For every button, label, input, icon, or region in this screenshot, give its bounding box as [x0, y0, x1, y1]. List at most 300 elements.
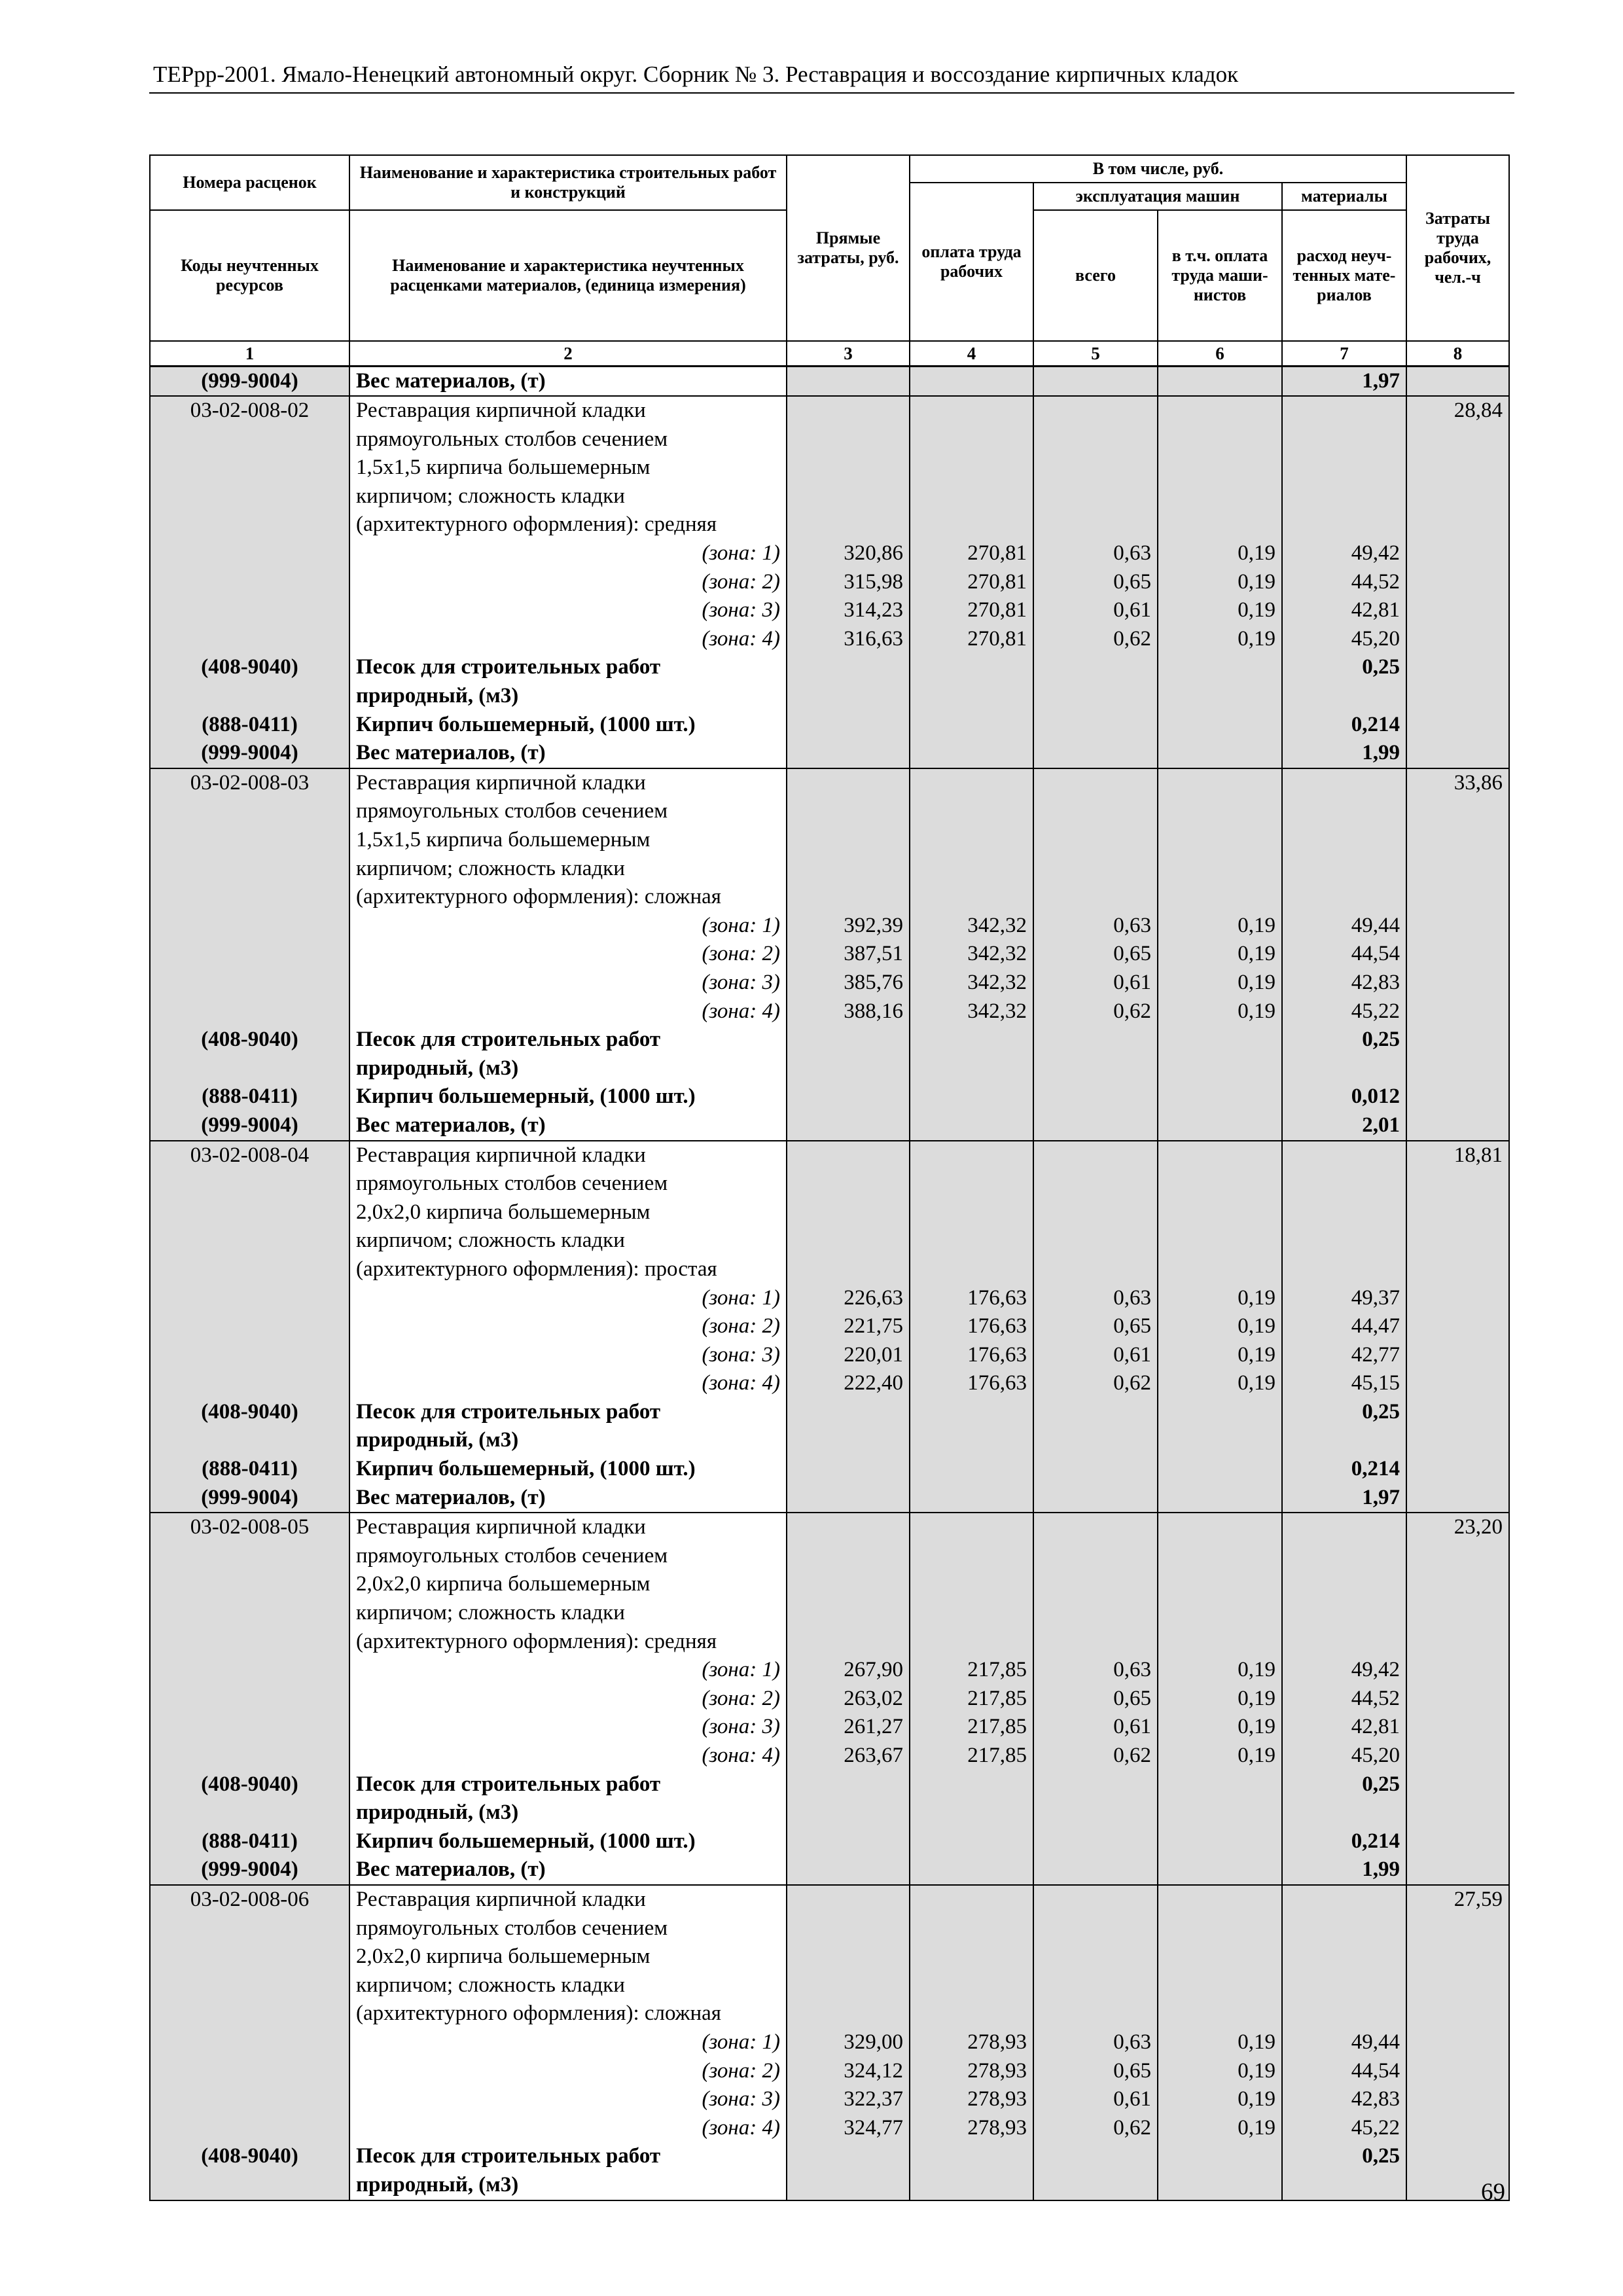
materials-cell: 49,44: [1282, 912, 1406, 941]
labor-cost-cell: [1406, 1599, 1509, 1628]
machinist-pay-cell: [1158, 425, 1282, 454]
machines-total-cell: 0,63: [1033, 1656, 1158, 1685]
labor-pay-cell: 278,93: [910, 2114, 1033, 2143]
machines-total-cell: [1033, 1799, 1158, 1827]
direct-costs-cell: [787, 1513, 910, 1542]
labor-pay-cell: 342,32: [910, 912, 1033, 941]
materials-cell: 0,214: [1282, 1827, 1406, 1856]
machines-total-cell: 0,63: [1033, 1284, 1158, 1313]
table-row: [150, 2028, 1509, 2057]
direct-costs-cell: [787, 711, 910, 740]
direct-costs-cell: [787, 511, 910, 539]
materials-cell: [1282, 482, 1406, 511]
table-row: [150, 625, 1509, 654]
rate-code-cell: [150, 1255, 349, 1284]
rate-code-cell: (999-9004): [150, 366, 349, 396]
labor-pay-cell: [910, 1513, 1033, 1542]
description-cell: природный, (м3): [349, 1426, 787, 1455]
materials-header: материалы: [1282, 183, 1406, 210]
direct-costs-cell: [787, 454, 910, 482]
labor-cost-cell: [1406, 1713, 1509, 1742]
machines-total-cell: [1033, 2171, 1158, 2200]
description-cell: Реставрация кирпичной кладки: [349, 1885, 787, 1914]
machinist-pay-cell: [1158, 883, 1282, 912]
machinist-pay-cell: 0,19: [1158, 940, 1282, 969]
table-row: [150, 797, 1509, 826]
machinist-pay-cell: [1158, 1827, 1282, 1856]
machinist-pay-cell: 0,19: [1158, 568, 1282, 597]
rate-code-cell: (999-9004): [150, 1111, 349, 1141]
labor-cost-cell: [1406, 940, 1509, 969]
materials-cell: [1282, 454, 1406, 482]
direct-costs-cell: [787, 1799, 910, 1827]
machines-total-cell: 0,62: [1033, 2114, 1158, 2143]
rate-code-cell: [150, 969, 349, 997]
description-cell: (зона: 1): [349, 912, 787, 941]
labor-cost-cell: [1406, 1255, 1509, 1284]
labor-pay-cell: 342,32: [910, 997, 1033, 1026]
direct-costs-cell: 324,12: [787, 2057, 910, 2086]
direct-costs-cell: 329,00: [787, 2028, 910, 2057]
rate-code-cell: [150, 1312, 349, 1341]
materials-cell: 44,54: [1282, 940, 1406, 969]
direct-costs-cell: [787, 1971, 910, 2000]
labor-pay-cell: 278,93: [910, 2057, 1033, 2086]
labor-cost-cell: [1406, 1083, 1509, 1111]
labor-pay-cell: [910, 1542, 1033, 1571]
materials-cell: 0,25: [1282, 653, 1406, 682]
materials-cell: 0,012: [1282, 1083, 1406, 1111]
direct-costs-cell: [787, 1054, 910, 1083]
materials-cell: 42,81: [1282, 1713, 1406, 1742]
rate-code-cell: [150, 855, 349, 884]
labor-cost-cell: [1406, 711, 1509, 740]
labor-pay-cell: 176,63: [910, 1341, 1033, 1370]
machines-total-cell: [1033, 1885, 1158, 1914]
machines-total-cell: [1033, 1026, 1158, 1054]
labor-cost-cell: [1406, 1227, 1509, 1255]
description-cell: (зона: 3): [349, 596, 787, 625]
direct-costs-cell: 261,27: [787, 1713, 910, 1742]
rates-table: [149, 154, 1510, 2201]
machinist-pay-cell: [1158, 1542, 1282, 1571]
labor-pay-cell: [910, 1484, 1033, 1513]
labor-pay-cell: [910, 682, 1033, 711]
labor-cost-cell: [1406, 2000, 1509, 2028]
labor-pay-cell: 217,85: [910, 1713, 1033, 1742]
labor-pay-cell: 342,32: [910, 940, 1033, 969]
direct-costs-cell: 322,37: [787, 2085, 910, 2114]
machines-total-cell: 0,62: [1033, 1369, 1158, 1398]
machinist-pay-cell: [1158, 739, 1282, 768]
direct-costs-cell: [787, 425, 910, 454]
materials-cell: [1282, 1885, 1406, 1914]
table-row: [150, 1083, 1509, 1111]
labor-cost-cell: [1406, 1369, 1509, 1398]
machines-total-cell: 0,61: [1033, 969, 1158, 997]
description-cell: Песок для строительных работ: [349, 1770, 787, 1799]
description-cell: природный, (м3): [349, 682, 787, 711]
table-row: [150, 1943, 1509, 1971]
rate-code-cell: (408-9040): [150, 1398, 349, 1427]
description-cell: Вес материалов, (т): [349, 739, 787, 768]
labor-cost-cell: [1406, 2085, 1509, 2114]
labor-pay-cell: [910, 1083, 1033, 1111]
labor-pay-cell: 217,85: [910, 1656, 1033, 1685]
machines-total-header: всего: [1033, 210, 1158, 341]
labor-pay-cell: [910, 1856, 1033, 1885]
description-cell: (зона: 1): [349, 539, 787, 568]
rate-code-cell: [150, 883, 349, 912]
labor-pay-cell: 278,93: [910, 2028, 1033, 2057]
table-row: [150, 568, 1509, 597]
materials-cell: [1282, 425, 1406, 454]
labor-pay-cell: [910, 2142, 1033, 2171]
materials-cell: 42,83: [1282, 2085, 1406, 2114]
machines-total-cell: 0,62: [1033, 625, 1158, 654]
labor-pay-cell: 342,32: [910, 969, 1033, 997]
description-cell: (зона: 3): [349, 969, 787, 997]
machines-total-cell: [1033, 482, 1158, 511]
materials-cell: 1,97: [1282, 1484, 1406, 1513]
rate-code-cell: (408-9040): [150, 653, 349, 682]
machinist-pay-cell: 0,19: [1158, 969, 1282, 997]
col-number: 4: [910, 341, 1033, 366]
direct-costs-cell: 226,63: [787, 1284, 910, 1313]
direct-costs-cell: 267,90: [787, 1656, 910, 1685]
materials-cell: [1282, 2171, 1406, 2200]
direct-costs-cell: [787, 682, 910, 711]
description-cell: Реставрация кирпичной кладки: [349, 1513, 787, 1542]
description-cell: (зона: 4): [349, 1742, 787, 1770]
machinist-pay-cell: [1158, 1914, 1282, 1943]
direct-costs-cell: [787, 366, 910, 396]
machines-total-cell: [1033, 1827, 1158, 1856]
labor-cost-cell: [1406, 2114, 1509, 2143]
rate-code-cell: [150, 596, 349, 625]
description-cell: (архитектурного оформления): сложная: [349, 883, 787, 912]
machines-total-cell: 0,62: [1033, 1742, 1158, 1770]
table-row: [150, 855, 1509, 884]
materials-cell: [1282, 1054, 1406, 1083]
machines-total-cell: 0,65: [1033, 940, 1158, 969]
table-row: [150, 940, 1509, 969]
direct-costs-cell: [787, 1484, 910, 1513]
table-row: [150, 1599, 1509, 1628]
description-cell: Кирпич большемерный, (1000 шт.): [349, 711, 787, 740]
rate-code-cell: [150, 1341, 349, 1370]
direct-costs-cell: 392,39: [787, 912, 910, 941]
col-number: 1: [150, 341, 349, 366]
table-row: [150, 482, 1509, 511]
col-number: 7: [1282, 341, 1406, 366]
machines-total-cell: [1033, 454, 1158, 482]
rate-code-cell: (888-0411): [150, 1083, 349, 1111]
table-row: [150, 1827, 1509, 1856]
labor-pay-cell: [910, 454, 1033, 482]
description-cell: (архитектурного оформления): средняя: [349, 1628, 787, 1657]
rate-code-cell: 03-02-008-05: [150, 1513, 349, 1542]
machines-total-cell: [1033, 711, 1158, 740]
machines-total-cell: [1033, 1914, 1158, 1943]
labor-pay-cell: [910, 739, 1033, 768]
materials-cell: 42,83: [1282, 969, 1406, 997]
labor-pay-cell: 176,63: [910, 1312, 1033, 1341]
description-cell: прямоугольных столбов сечением: [349, 1170, 787, 1198]
machinist-pay-cell: [1158, 366, 1282, 396]
table-row: [150, 912, 1509, 941]
machinist-pay-cell: [1158, 1111, 1282, 1141]
labor-cost-cell: [1406, 2057, 1509, 2086]
machines-total-cell: 0,63: [1033, 912, 1158, 941]
table-row: [150, 1914, 1509, 1943]
labor-cost-cell: [1406, 1026, 1509, 1054]
machines-total-cell: [1033, 1398, 1158, 1427]
page-header: ТЕРрр-2001. Ямало-Ненецкий автономный округ. Сборник № 3. Реставрация и воссоздание кирпичных кладок: [153, 62, 1239, 87]
labor-pay-cell: [910, 2171, 1033, 2200]
table-row: [150, 2114, 1509, 2143]
machines-total-cell: [1033, 1570, 1158, 1599]
description-cell: кирпичом; сложность кладки: [349, 482, 787, 511]
materials-cell: [1282, 797, 1406, 826]
description-cell: 1,5х1,5 кирпича большемерным: [349, 454, 787, 482]
table-row: [150, 768, 1509, 798]
rate-code-cell: [150, 1742, 349, 1770]
table-row: [150, 425, 1509, 454]
labor-pay-cell: 270,81: [910, 539, 1033, 568]
machinist-pay-cell: [1158, 1026, 1282, 1054]
machinist-pay-cell: [1158, 855, 1282, 884]
description-cell: (зона: 2): [349, 1312, 787, 1341]
materials-cell: [1282, 855, 1406, 884]
materials-cell: 0,214: [1282, 1455, 1406, 1484]
table-row: [150, 1398, 1509, 1427]
table-row: [150, 1885, 1509, 1914]
direct-costs-cell: [787, 1455, 910, 1484]
labor-pay-cell: 176,63: [910, 1284, 1033, 1313]
machines-total-cell: [1033, 1054, 1158, 1083]
machinist-pay-cell: [1158, 1083, 1282, 1111]
machines-total-cell: 0,61: [1033, 1713, 1158, 1742]
description-cell: 2,0х2,0 кирпича большемерным: [349, 1943, 787, 1971]
direct-costs-cell: 316,63: [787, 625, 910, 654]
machines-total-cell: [1033, 2000, 1158, 2028]
machines-total-cell: [1033, 653, 1158, 682]
labor-cost-cell: [1406, 366, 1509, 396]
direct-costs-cell: [787, 1083, 910, 1111]
table-row: [150, 1111, 1509, 1141]
materials-cell: [1282, 883, 1406, 912]
direct-costs-cell: 263,67: [787, 1742, 910, 1770]
materials-cell: 1,99: [1282, 1856, 1406, 1885]
direct-costs-cell: 385,76: [787, 969, 910, 997]
table-row: [150, 1742, 1509, 1770]
direct-costs-cell: 387,51: [787, 940, 910, 969]
rate-code-cell: (888-0411): [150, 1827, 349, 1856]
machinist-pay-cell: [1158, 1513, 1282, 1542]
materials-cell: [1282, 1141, 1406, 1170]
labor-pay-cell: [910, 1111, 1033, 1141]
machinist-pay-cell: 0,19: [1158, 596, 1282, 625]
machines-total-cell: 0,63: [1033, 539, 1158, 568]
labor-cost-cell: [1406, 1943, 1509, 1971]
direct-costs-cell: [787, 1198, 910, 1227]
labor-cost-cell: [1406, 1284, 1509, 1313]
table-row: [150, 1284, 1509, 1313]
machines-total-cell: [1033, 396, 1158, 425]
labor-pay-cell: [910, 826, 1033, 855]
including-header: В том числе, руб.: [910, 155, 1406, 183]
table-row: [150, 1141, 1509, 1170]
materials-cell: [1282, 1513, 1406, 1542]
description-cell: прямоугольных столбов сечением: [349, 797, 787, 826]
machinist-pay-cell: [1158, 1799, 1282, 1827]
description-cell: Кирпич большемерный, (1000 шт.): [349, 1083, 787, 1111]
labor-pay-cell: [910, 482, 1033, 511]
labor-pay-cell: [910, 1599, 1033, 1628]
rate-code-cell: [150, 482, 349, 511]
description-cell: природный, (м3): [349, 1799, 787, 1827]
labor-cost-cell: [1406, 739, 1509, 768]
materials-cell: 49,42: [1282, 539, 1406, 568]
labor-pay-cell: 176,63: [910, 1369, 1033, 1398]
direct-costs-cell: 221,75: [787, 1312, 910, 1341]
materials-cell: [1282, 1914, 1406, 1943]
rate-code-cell: [150, 2085, 349, 2114]
table-row: [150, 1856, 1509, 1885]
labor-cost-cell: [1406, 1198, 1509, 1227]
description-cell: (зона: 3): [349, 1341, 787, 1370]
rate-code-cell: [150, 912, 349, 941]
labor-pay-cell: [910, 855, 1033, 884]
labor-cost-cell: [1406, 682, 1509, 711]
materials-cell: 1,99: [1282, 739, 1406, 768]
description-cell: (зона: 4): [349, 2114, 787, 2143]
description-cell: прямоугольных столбов сечением: [349, 1542, 787, 1571]
labor-cost-cell: [1406, 482, 1509, 511]
labor-pay-cell: [910, 653, 1033, 682]
rate-code-cell: [150, 826, 349, 855]
machines-total-cell: [1033, 1141, 1158, 1170]
labor-cost-cell: [1406, 625, 1509, 654]
machines-total-cell: [1033, 511, 1158, 539]
table-row: [150, 1312, 1509, 1341]
machines-total-cell: 0,62: [1033, 997, 1158, 1026]
machinist-pay-cell: [1158, 482, 1282, 511]
description-cell: кирпичом; сложность кладки: [349, 1971, 787, 2000]
labor-pay-cell: 278,93: [910, 2085, 1033, 2114]
machines-total-cell: [1033, 1083, 1158, 1111]
materials-cell: [1282, 1599, 1406, 1628]
description-cell: 2,0х2,0 кирпича большемерным: [349, 1198, 787, 1227]
machinist-pay-cell: [1158, 1943, 1282, 1971]
machines-header: эксплуатация машин: [1033, 183, 1282, 210]
direct-costs-cell: [787, 1170, 910, 1198]
labor-cost-cell: 28,84: [1406, 396, 1509, 425]
description-cell: Вес материалов, (т): [349, 1856, 787, 1885]
rate-code-cell: [150, 1284, 349, 1313]
machinist-pay-cell: [1158, 1054, 1282, 1083]
machinist-pay-cell: [1158, 2171, 1282, 2200]
materials-cell: 44,52: [1282, 568, 1406, 597]
description-cell: Песок для строительных работ: [349, 2142, 787, 2171]
materials-cell: 45,22: [1282, 997, 1406, 1026]
materials-cell: [1282, 396, 1406, 425]
labor-pay-cell: [910, 1827, 1033, 1856]
materials-cell: 44,47: [1282, 1312, 1406, 1341]
page-number: 69: [1481, 2179, 1505, 2206]
materials-cell: 45,22: [1282, 2114, 1406, 2143]
table-row: [150, 1198, 1509, 1227]
table-body: [150, 366, 1509, 2200]
labor-cost-cell: [1406, 454, 1509, 482]
direct-costs-cell: [787, 653, 910, 682]
labor-cost-cell: 33,86: [1406, 768, 1509, 798]
machinist-pay-cell: [1158, 1770, 1282, 1799]
materials-cell: 42,81: [1282, 596, 1406, 625]
description-cell: прямоугольных столбов сечением: [349, 425, 787, 454]
description-cell: (архитектурного оформления): средняя: [349, 511, 787, 539]
labor-cost-cell: [1406, 2142, 1509, 2171]
direct-costs-cell: [787, 1111, 910, 1141]
rate-code-cell: [150, 997, 349, 1026]
machines-total-cell: [1033, 855, 1158, 884]
machines-total-cell: [1033, 1426, 1158, 1455]
description-cell: (архитектурного оформления): сложная: [349, 2000, 787, 2028]
rate-code-cell: [150, 625, 349, 654]
description-cell: (зона: 4): [349, 997, 787, 1026]
table-row: [150, 1227, 1509, 1255]
labor-cost-cell: [1406, 1685, 1509, 1713]
labor-cost-cell: [1406, 1770, 1509, 1799]
machinist-pay-cell: [1158, 1455, 1282, 1484]
description-cell: прямоугольных столбов сечением: [349, 1914, 787, 1943]
col-number: 5: [1033, 341, 1158, 366]
direct-costs-cell: [787, 1628, 910, 1657]
machines-total-cell: 0,65: [1033, 1312, 1158, 1341]
labor-pay-cell: 270,81: [910, 596, 1033, 625]
table-row: [150, 711, 1509, 740]
labor-pay-cell: [910, 1971, 1033, 2000]
direct-costs-cell: [787, 1885, 910, 1914]
direct-costs-cell: [787, 1255, 910, 1284]
rate-code-cell: (408-9040): [150, 1770, 349, 1799]
machinist-pay-cell: 0,19: [1158, 1742, 1282, 1770]
direct-costs-cell: [787, 1770, 910, 1799]
materials-cell: 49,37: [1282, 1284, 1406, 1313]
direct-costs-cell: [787, 1943, 910, 1971]
col-number: 6: [1158, 341, 1282, 366]
materials-cell: [1282, 1628, 1406, 1657]
table-row: [150, 1426, 1509, 1455]
rate-code-cell: [150, 454, 349, 482]
rate-code-cell: [150, 2171, 349, 2200]
machinist-pay-cell: [1158, 511, 1282, 539]
labor-cost-cell: [1406, 883, 1509, 912]
rate-code-cell: (999-9004): [150, 1484, 349, 1513]
materials-cell: 49,44: [1282, 2028, 1406, 2057]
labor-pay-cell: [910, 1570, 1033, 1599]
labor-cost-cell: [1406, 969, 1509, 997]
table-row: [150, 1026, 1509, 1054]
direct-costs-cell: [787, 826, 910, 855]
materials-cell: 2,01: [1282, 1111, 1406, 1141]
machinist-pay-cell: 0,19: [1158, 2057, 1282, 2086]
table-row: [150, 366, 1509, 396]
direct-costs-cell: 324,77: [787, 2114, 910, 2143]
machinist-pay-cell: [1158, 1170, 1282, 1198]
labor-cost-cell: 18,81: [1406, 1141, 1509, 1170]
